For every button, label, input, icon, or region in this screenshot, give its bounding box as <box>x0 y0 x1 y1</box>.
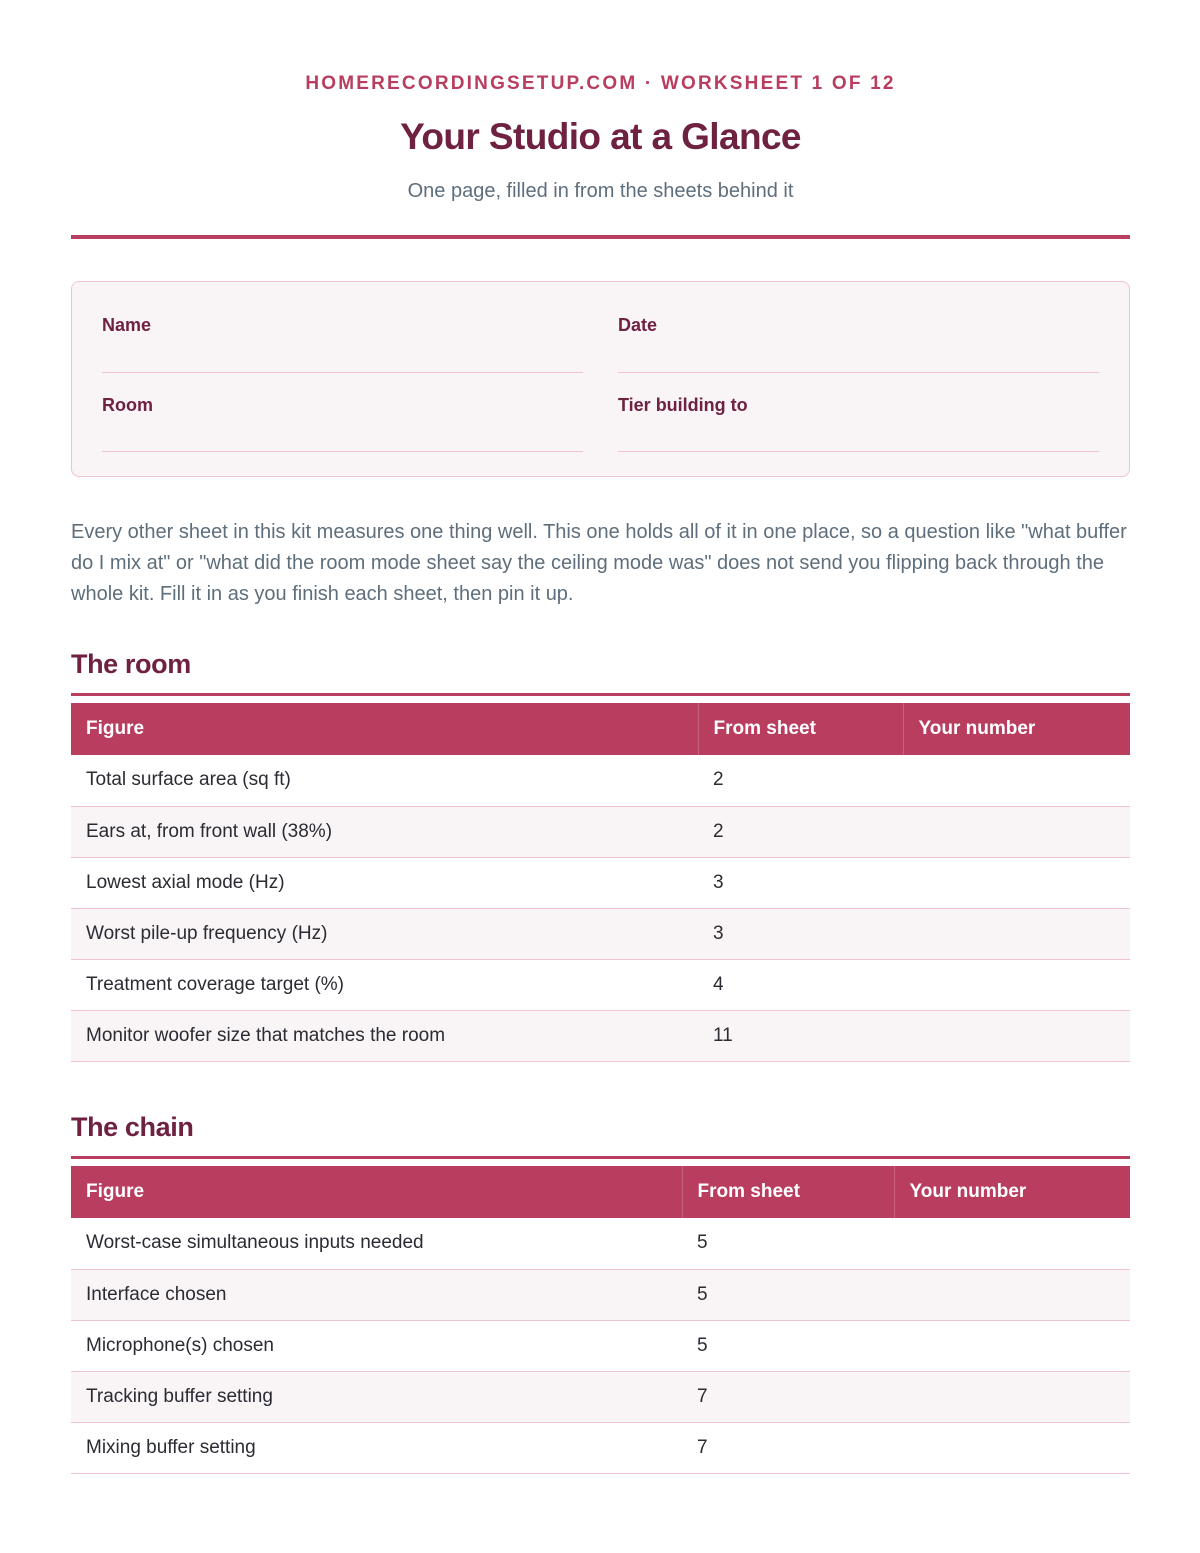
figure-cell: Monitor woofer size that matches the room <box>71 1010 698 1061</box>
worksheet-kicker: HOMERECORDINGSETUP.COM · WORKSHEET 1 OF 12 <box>305 73 896 94</box>
tier-field[interactable] <box>618 373 1099 452</box>
sheet-cell: 7 <box>682 1371 894 1422</box>
room-field[interactable] <box>102 373 583 452</box>
column-header-your-number: Your number <box>894 1166 1130 1218</box>
your-number-cell[interactable] <box>903 755 1130 806</box>
sheet-cell: 2 <box>698 806 903 857</box>
table-header-row <box>71 703 1130 755</box>
date-field[interactable] <box>618 282 1099 373</box>
your-number-cell[interactable] <box>894 1218 1130 1269</box>
room-table <box>71 703 1130 1062</box>
tier-label: Tier building to <box>618 395 748 415</box>
figure-cell: Mixing buffer setting <box>71 1422 682 1473</box>
sheet-cell: 2 <box>698 755 903 806</box>
chain-table <box>71 1166 1130 1474</box>
table-row <box>71 1422 1130 1473</box>
section-divider-chain <box>71 1156 1130 1159</box>
figure-cell: Interface chosen <box>71 1269 682 1320</box>
name-field[interactable] <box>102 282 583 373</box>
column-header-from-sheet: From sheet <box>682 1166 894 1218</box>
figure-cell: Total surface area (sq ft) <box>71 755 698 806</box>
figure-cell: Worst-case simultaneous inputs needed <box>71 1218 682 1269</box>
name-label: Name <box>102 315 152 335</box>
your-number-cell[interactable] <box>903 959 1130 1010</box>
column-header-figure: Figure <box>71 1166 682 1218</box>
date-label: Date <box>618 315 658 335</box>
your-number-cell[interactable] <box>903 806 1130 857</box>
table-row <box>71 908 1130 959</box>
table-row <box>71 1010 1130 1061</box>
figure-cell: Treatment coverage target (%) <box>71 959 698 1010</box>
table-row <box>71 857 1130 908</box>
your-number-cell[interactable] <box>894 1269 1130 1320</box>
figure-cell: Microphone(s) chosen <box>71 1320 682 1371</box>
table-row <box>71 1371 1130 1422</box>
column-header-from-sheet: From sheet <box>698 703 903 755</box>
section-title-room: The room <box>71 649 191 679</box>
table-row <box>71 1320 1130 1371</box>
sheet-cell: 11 <box>698 1010 903 1061</box>
table-row <box>71 1269 1130 1320</box>
your-number-cell[interactable] <box>894 1422 1130 1473</box>
details-form <box>71 281 1130 477</box>
sheet-cell: 4 <box>698 959 903 1010</box>
room-label: Room <box>102 395 153 415</box>
header-divider <box>71 235 1130 239</box>
your-number-cell[interactable] <box>903 857 1130 908</box>
sheet-cell: 3 <box>698 908 903 959</box>
table-header-row <box>71 1166 1130 1218</box>
column-header-figure: Figure <box>71 703 698 755</box>
figure-cell: Ears at, from front wall (38%) <box>71 806 698 857</box>
figure-cell: Tracking buffer setting <box>71 1371 682 1422</box>
your-number-cell[interactable] <box>903 1010 1130 1061</box>
sheet-cell: 5 <box>682 1218 894 1269</box>
table-row <box>71 755 1130 806</box>
intro-paragraph: Every other sheet in this kit measures one thing well. This one holds all of it in one place, so a question like "what buffer do I mix at" or "what did the room mode sheet say the ceiling mode was" does not send you flipping back through the whole kit. Fill it in as you finish each sheet, then pin it up. <box>71 521 1127 605</box>
table-row <box>71 1218 1130 1269</box>
figure-cell: Worst pile-up frequency (Hz) <box>71 908 698 959</box>
sheet-cell: 7 <box>682 1422 894 1473</box>
page-subtitle: One page, filled in from the sheets behind it <box>407 180 794 202</box>
page-title: Your Studio at a Glance <box>400 116 801 157</box>
table-row <box>71 959 1130 1010</box>
your-number-cell[interactable] <box>894 1371 1130 1422</box>
section-title-chain: The chain <box>71 1112 194 1142</box>
sheet-cell: 5 <box>682 1269 894 1320</box>
your-number-cell[interactable] <box>894 1320 1130 1371</box>
figure-cell: Lowest axial mode (Hz) <box>71 857 698 908</box>
sheet-cell: 5 <box>682 1320 894 1371</box>
section-divider-room <box>71 693 1130 696</box>
your-number-cell[interactable] <box>903 908 1130 959</box>
table-row <box>71 806 1130 857</box>
sheet-cell: 3 <box>698 857 903 908</box>
column-header-your-number: Your number <box>903 703 1130 755</box>
